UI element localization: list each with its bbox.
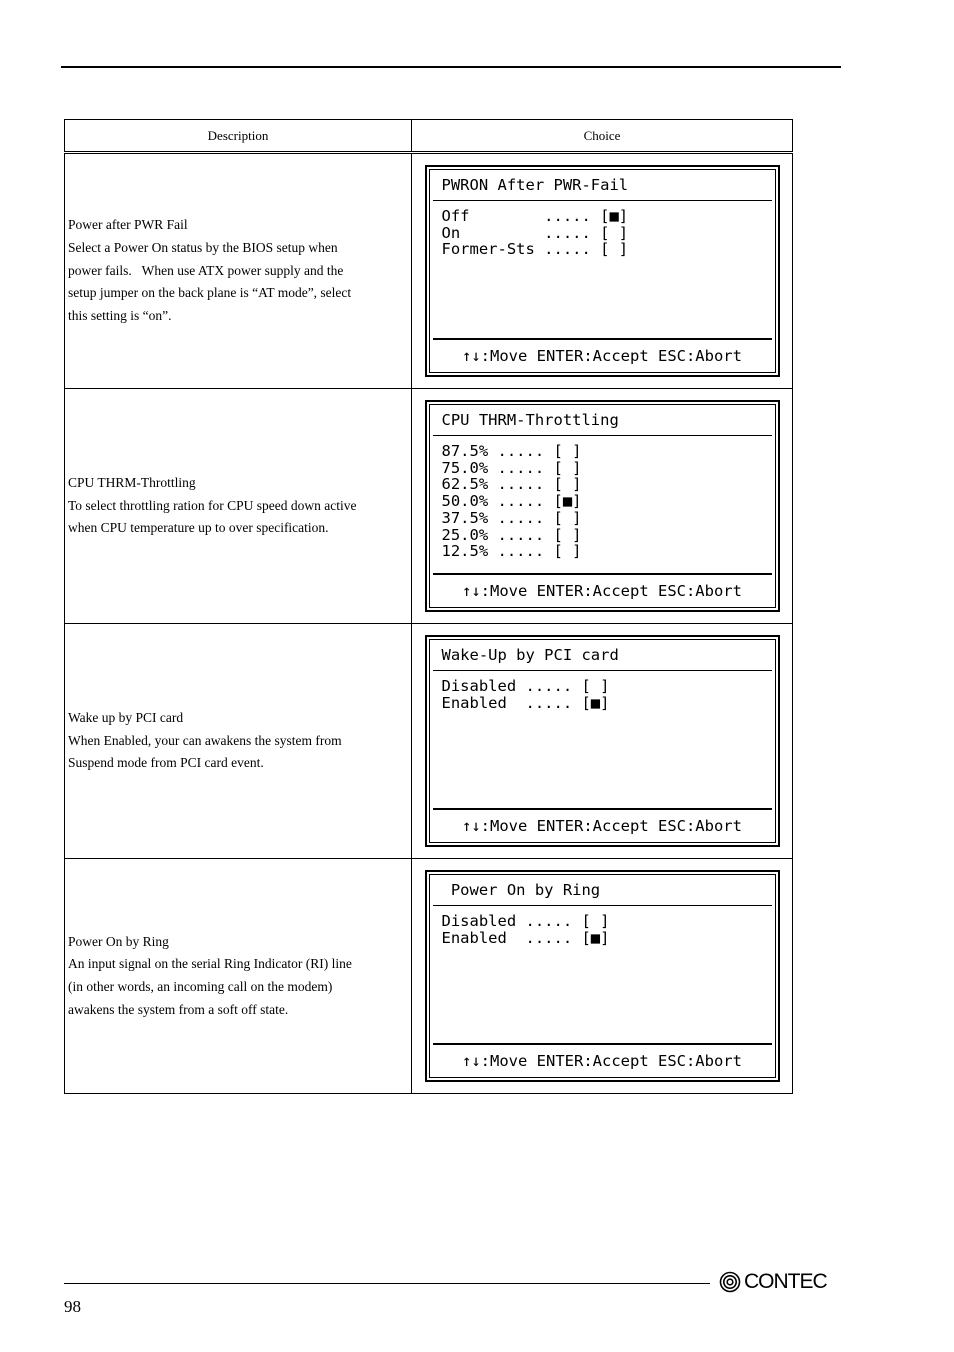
logo-wordmark: CONTEC — [744, 1270, 827, 1293]
footer-rule — [64, 1283, 710, 1284]
setting-name: Power after PWR Fail — [68, 217, 188, 233]
description-line: power fails. When use ATX power supply and the — [68, 262, 344, 278]
dialog-key-help: ↑↓:Move ENTER:Accept ESC:Abort — [462, 1052, 742, 1070]
description-line: When Enabled, your can awakens the system from — [68, 732, 342, 748]
dialog-option[interactable]: Enabled ..... [■] — [441, 693, 610, 712]
bios-dialog — [425, 870, 780, 1082]
dialog-title: PWRON After PWR-Fail — [441, 176, 629, 194]
table-row — [65, 859, 793, 1094]
dialog-option-list — [442, 678, 610, 711]
dialog-option[interactable]: 87.5% ..... [ ] — [441, 442, 582, 460]
choice-cell — [412, 389, 793, 624]
contec-logo — [719, 1270, 827, 1294]
dialog-option-list — [442, 208, 629, 258]
description-line: (in other words, an incoming call on the modem) — [68, 979, 333, 994]
contec-rings-icon — [719, 1271, 741, 1293]
dialog-key-help: ↑↓:Move ENTER:Accept ESC:Abort — [462, 347, 742, 365]
dialog-option[interactable]: 25.0% ..... [ ] — [441, 525, 582, 544]
description-cell — [65, 624, 412, 859]
table-row — [65, 624, 793, 859]
choice-cell — [412, 859, 793, 1094]
description-line: setup jumper on the back plane is “AT mode”, select — [68, 285, 352, 301]
dialog-footer-divider — [433, 338, 772, 340]
description-line: when CPU temperature up to over specification. — [68, 520, 329, 536]
dialog-option[interactable]: 37.5% ..... [ ] — [441, 508, 582, 527]
description-line: Select a Power On status by the BIOS setup when — [68, 239, 338, 255]
choice-cell — [412, 624, 793, 859]
description-line: Suspend mode from PCI card event. — [68, 755, 264, 771]
bios-dialog — [425, 165, 780, 377]
dialog-option-list — [442, 443, 582, 560]
dialog-footer-divider — [433, 573, 772, 575]
choice-cell — [412, 153, 793, 389]
dialog-option[interactable]: 50.0% ..... [■] — [441, 492, 582, 511]
dialog-option[interactable]: Off ..... [■] — [441, 207, 629, 225]
dialog-title-divider — [433, 905, 772, 906]
dialog-key-help: ↑↓:Move ENTER:Accept ESC:Abort — [462, 817, 742, 835]
dialog-option[interactable]: On ..... [ ] — [441, 223, 629, 242]
dialog-title-divider — [433, 435, 772, 436]
description-cell — [65, 859, 412, 1094]
table-row — [65, 153, 793, 389]
dialog-title: Wake-Up by PCI card — [441, 646, 619, 664]
bios-dialog — [425, 400, 780, 612]
dialog-title: CPU THRM-Throttling — [441, 411, 619, 429]
dialog-option[interactable]: 12.5% ..... [ ] — [441, 542, 582, 561]
page-number: 98 — [64, 1297, 81, 1316]
dialog-option[interactable]: 75.0% ..... [ ] — [441, 458, 582, 477]
bios-dialog — [425, 635, 780, 847]
dialog-title-divider — [433, 200, 772, 201]
header-rule — [61, 66, 841, 68]
dialog-option[interactable]: Disabled ..... [ ] — [441, 912, 610, 930]
dialog-footer-divider — [433, 1043, 772, 1045]
setting-name: CPU THRM-Throttling — [68, 474, 196, 490]
bios-settings-table — [64, 119, 793, 1094]
table-header-row — [65, 120, 793, 153]
dialog-option[interactable]: Enabled ..... [■] — [441, 928, 610, 947]
dialog-title-divider — [433, 670, 772, 671]
description-column-header: Description — [65, 120, 412, 153]
table-row — [65, 389, 793, 624]
description-line: To select throttling ration for CPU speed down active — [68, 497, 357, 513]
dialog-title: Power On by Ring — [441, 881, 601, 899]
dialog-option[interactable]: Former-Sts ..... [ ] — [441, 240, 629, 259]
dialog-footer-divider — [433, 808, 772, 810]
dialog-option[interactable]: 62.5% ..... [ ] — [441, 475, 582, 494]
description-line: this setting is “on”. — [68, 308, 172, 324]
description-cell — [65, 389, 412, 624]
description-line: awakens the system from a soft off state. — [68, 1001, 289, 1017]
setting-name: Wake up by PCI card — [68, 709, 184, 725]
setting-name: Power On by Ring — [68, 933, 169, 949]
description-line: An input signal on the serial Ring Indicator (RI) line — [68, 956, 352, 972]
choice-column-header: Choice — [412, 120, 793, 153]
dialog-key-help: ↑↓:Move ENTER:Accept ESC:Abort — [462, 582, 742, 600]
dialog-option-list — [442, 913, 610, 946]
description-cell — [65, 153, 412, 389]
dialog-option[interactable]: Disabled ..... [ ] — [441, 677, 610, 695]
